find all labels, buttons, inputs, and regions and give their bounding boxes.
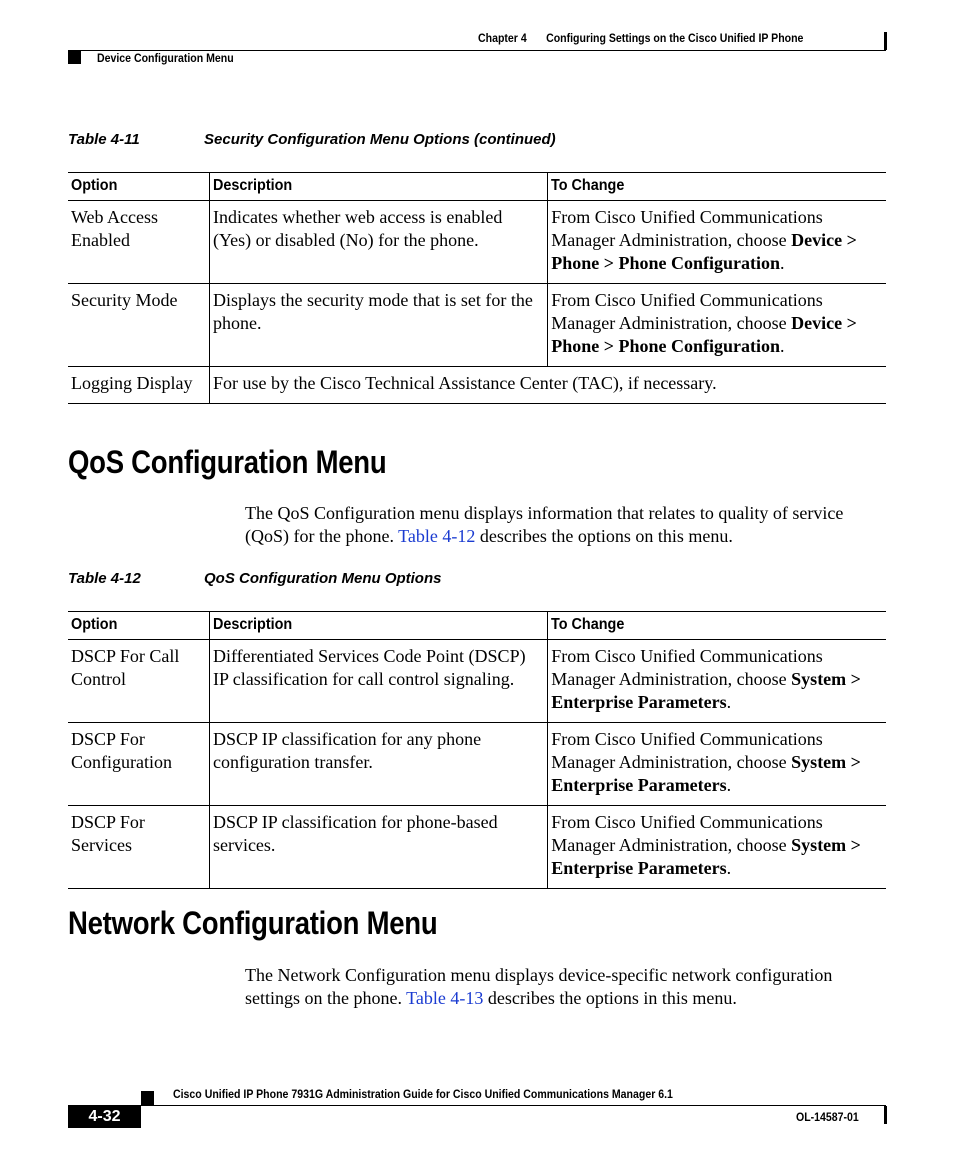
table1-title: Security Configuration Menu Options (continued) [204, 131, 556, 148]
table-row [68, 723, 886, 806]
table-row [68, 201, 886, 284]
running-header-section: Device Configuration Menu [97, 51, 234, 65]
table-row [68, 284, 886, 367]
to-change-cell: From Cisco Unified Communications Manager Administration, choose System > Enterprise Parameters. [548, 640, 886, 723]
to-change-cell: From Cisco Unified Communications Manager Administration, choose Device > Phone > Phone Configuration. [548, 201, 886, 284]
table-row [68, 367, 886, 404]
option-cell: DSCP For Configuration [71, 729, 172, 772]
description-cell: For use by the Cisco Technical Assistance Center (TAC), if necessary. [209, 367, 886, 404]
network-section-heading: Network Configuration Menu [68, 905, 438, 941]
document-number: OL-14587-01 [796, 1110, 859, 1124]
table-row [68, 806, 886, 889]
chapter-label: Chapter 4 [478, 31, 527, 45]
menu-path: System > Enterprise Parameters [551, 835, 861, 878]
column-header-to-change: To Change [548, 173, 886, 201]
option-cell: Logging Display [71, 373, 193, 393]
description-cell: DSCP IP classification for any phone configuration transfer. [209, 723, 547, 806]
table1-number: Table 4-11 [68, 131, 140, 148]
menu-path: Device > Phone > Phone Configuration [551, 230, 857, 273]
header-square-marker [68, 51, 81, 64]
option-cell: DSCP For Call Control [71, 646, 180, 689]
footer-guide-title: Cisco Unified IP Phone 7931G Administration Guide for Cisco Unified Communications Manager 6.1 [173, 1087, 673, 1101]
menu-path: System > Enterprise Parameters [551, 669, 861, 712]
table1-caption [68, 131, 556, 148]
menu-path: Device > Phone > Phone Configuration [551, 313, 857, 356]
chapter-title: Configuring Settings on the Cisco Unified IP Phone [546, 31, 804, 45]
table2-title: QoS Configuration Menu Options [204, 570, 442, 587]
column-header-description: Description [209, 612, 547, 640]
table-4-13-link[interactable]: Table 4-13 [406, 988, 484, 1008]
description-cell: Differentiated Services Code Point (DSCP) IP classification for call control signaling. [209, 640, 547, 723]
description-cell: Displays the security mode that is set for the phone. [209, 284, 547, 367]
table-row [68, 640, 886, 723]
qos-config-table [68, 611, 886, 889]
to-change-cell: From Cisco Unified Communications Manager Administration, choose System > Enterprise Parameters. [548, 806, 886, 889]
footer-square-marker [141, 1091, 154, 1105]
table-4-12-link[interactable]: Table 4-12 [398, 526, 476, 546]
header-right-bar [884, 32, 887, 50]
column-header-to-change: To Change [548, 612, 886, 640]
table-header-row [68, 612, 886, 640]
table2-number: Table 4-12 [68, 570, 141, 587]
qos-section-heading: QoS Configuration Menu [68, 444, 387, 480]
network-intro-paragraph: The Network Configuration menu displays device-specific network configuration settings on the phone. Table 4-13 describes the options in this menu. [245, 965, 833, 1008]
footer-right-bar [884, 1106, 887, 1124]
page-number: 4-32 [68, 1105, 141, 1128]
column-header-option: Option [71, 177, 118, 194]
column-header-description: Description [209, 173, 547, 201]
column-header-option: Option [71, 616, 118, 633]
security-config-table [68, 172, 886, 404]
option-cell: Security Mode [71, 290, 178, 310]
qos-intro-paragraph: The QoS Configuration menu displays information that relates to quality of service (QoS) for the phone. Table 4-12 describes the options on this menu. [245, 503, 844, 546]
description-cell: Indicates whether web access is enabled (Yes) or disabled (No) for the phone. [209, 201, 547, 284]
table2-caption [68, 570, 441, 587]
option-cell: Web Access Enabled [71, 207, 159, 250]
option-cell: DSCP For Services [71, 812, 145, 855]
description-cell: DSCP IP classification for phone-based services. [209, 806, 547, 889]
table-header-row [68, 173, 886, 201]
running-header-chapter [478, 31, 803, 45]
to-change-cell: From Cisco Unified Communications Manager Administration, choose Device > Phone > Phone Configuration. [548, 284, 886, 367]
menu-path: System > Enterprise Parameters [551, 752, 861, 795]
footer-rule [68, 1105, 886, 1106]
to-change-cell: From Cisco Unified Communications Manager Administration, choose System > Enterprise Parameters. [548, 723, 886, 806]
